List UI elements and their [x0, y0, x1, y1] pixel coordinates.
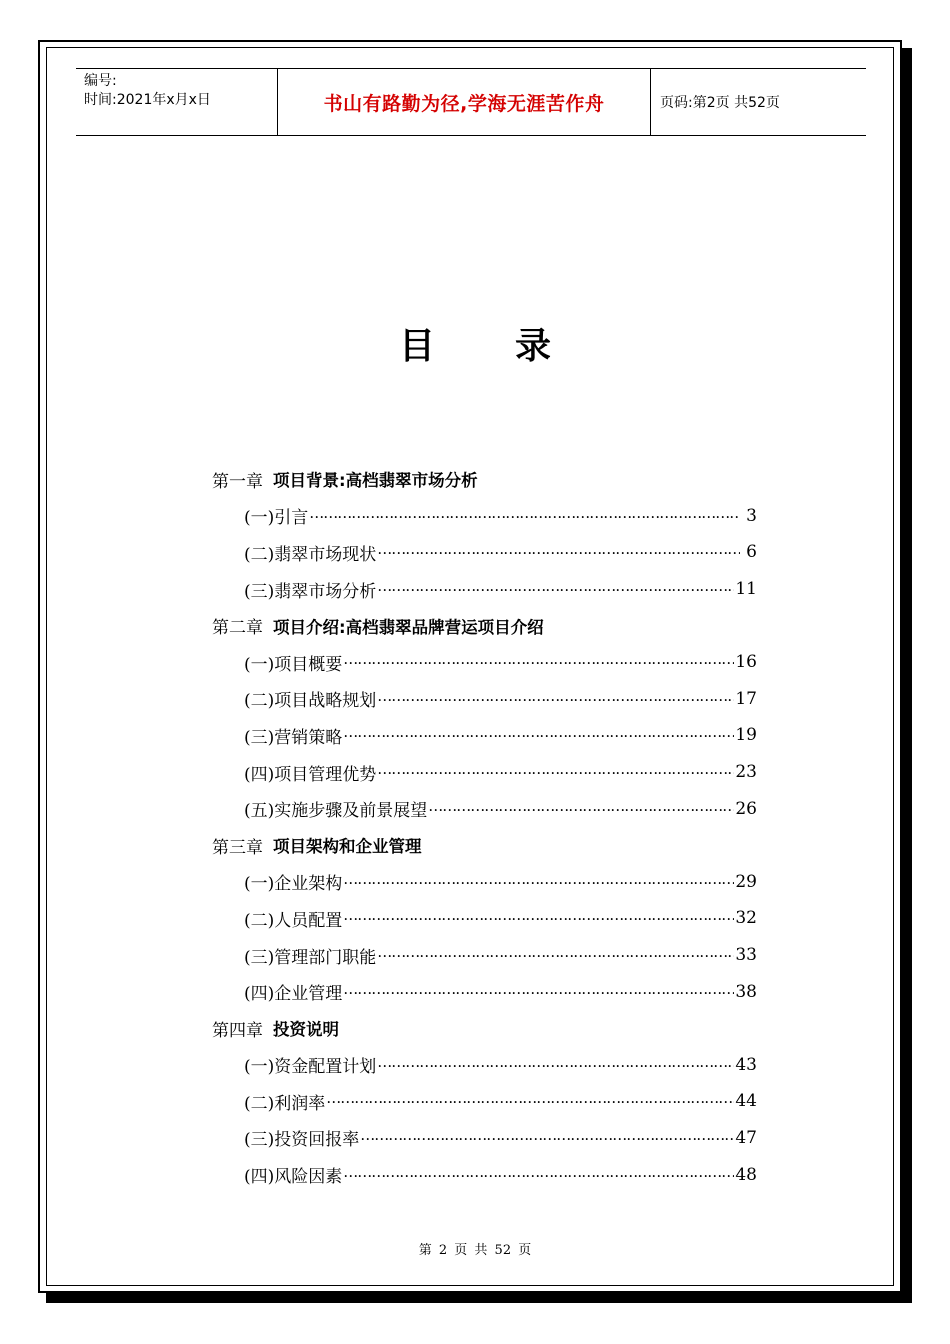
toc-entry-page: 47: [735, 1127, 757, 1148]
toc-entry-label: (三)投资回报率: [244, 1130, 360, 1151]
toc-entry[interactable]: [212, 534, 772, 571]
toc-entry-page: 26: [735, 798, 757, 819]
toc-entry-label: (五)实施步骤及前景展望: [244, 801, 428, 822]
toc-entry-label: (二)翡翠市场现状: [244, 544, 377, 565]
toc-entry[interactable]: [212, 1156, 772, 1193]
toc-entry[interactable]: [212, 498, 772, 535]
toc-entry-page: 11: [735, 579, 757, 600]
toc-chapter[interactable]: [212, 607, 772, 644]
toc-chapter-title: 投资说明: [273, 1020, 339, 1040]
toc-entry-page: 6: [746, 542, 757, 563]
toc-entry[interactable]: [212, 973, 772, 1010]
toc-entry[interactable]: [212, 1083, 772, 1120]
toc-entry-page: 33: [735, 945, 757, 966]
toc-entry-page: 16: [735, 652, 757, 673]
toc-entry[interactable]: [212, 644, 772, 681]
toc-dot-leader: [343, 908, 734, 928]
toc-entry-label: (二)项目战略规划: [244, 691, 377, 712]
toc-dot-leader: [377, 579, 734, 599]
toc-chapter[interactable]: [212, 461, 772, 498]
toc-chapter-number: 第三章: [212, 837, 263, 858]
toc-dot-leader: [377, 689, 734, 709]
toc-dot-leader: [343, 725, 734, 745]
page-header: [76, 68, 866, 136]
toc-entry-page: 43: [735, 1054, 757, 1075]
header-motto: 书山有路勤为径,学海无涯苦作舟: [278, 69, 651, 135]
toc-entry-page: 32: [735, 908, 757, 929]
toc-entry[interactable]: [212, 1120, 772, 1157]
toc-dot-leader: [343, 1165, 734, 1185]
toc-entry-label: (三)营销策略: [244, 727, 343, 748]
table-of-contents: [212, 461, 772, 1193]
toc-entry-page: 17: [735, 688, 757, 709]
toc-entry[interactable]: [212, 681, 772, 718]
toc-entry-page: 19: [735, 725, 757, 746]
toc-entry-label: (一)资金配置计划: [244, 1057, 377, 1078]
toc-entry-page: 29: [735, 871, 757, 892]
toc-dot-leader: [428, 799, 734, 819]
toc-dot-leader: [377, 542, 740, 562]
toc-entry-label: (一)引言: [244, 508, 309, 529]
page-footer: 第 2 页 共 52 页: [418, 1243, 532, 1258]
toc-entry[interactable]: [212, 937, 772, 974]
header-number: 编号:: [84, 73, 117, 89]
toc-entry-label: (一)企业架构: [244, 874, 343, 895]
toc-entry-label: (四)项目管理优势: [244, 764, 377, 785]
toc-entry-label: (四)风险因素: [244, 1167, 343, 1188]
toc-dot-leader: [377, 945, 734, 965]
toc-entry-page: 44: [735, 1091, 757, 1112]
toc-entry[interactable]: [212, 754, 772, 791]
toc-entry-page: 48: [735, 1164, 757, 1185]
toc-dot-leader: [343, 982, 734, 1002]
toc-entry[interactable]: [212, 790, 772, 827]
header-date: 时间:2021年x月x日: [84, 92, 211, 108]
toc-dot-leader: [343, 872, 734, 892]
toc-dot-leader: [360, 1128, 734, 1148]
header-meta: [76, 69, 278, 135]
toc-dot-leader: [343, 652, 734, 672]
toc-dot-leader: [326, 1091, 734, 1111]
toc-entry-page: 3: [746, 505, 757, 526]
toc-entry-label: (三)翡翠市场分析: [244, 581, 377, 602]
header-page-info: 页码:第2页 共52页: [660, 95, 780, 111]
toc-chapter[interactable]: [212, 1010, 772, 1047]
toc-chapter-number: 第一章: [212, 471, 263, 492]
toc-entry[interactable]: [212, 571, 772, 608]
toc-entry[interactable]: [212, 1047, 772, 1084]
toc-entry-label: (三)管理部门职能: [244, 947, 377, 968]
toc-entry-label: (二)人员配置: [244, 910, 343, 931]
toc-chapter-number: 第二章: [212, 618, 263, 639]
toc-entry[interactable]: [212, 717, 772, 754]
toc-chapter-title: 项目背景:高档翡翠市场分析: [273, 471, 478, 491]
toc-entry[interactable]: [212, 864, 772, 901]
toc-dot-leader: [377, 1055, 734, 1075]
toc-entry-label: (一)项目概要: [244, 654, 343, 675]
toc-entry-label: (四)企业管理: [244, 984, 343, 1005]
toc-entry-label: (二)利润率: [244, 1093, 326, 1114]
toc-chapter-title: 项目架构和企业管理: [273, 837, 422, 857]
toc-chapter-title: 项目介绍:高档翡翠品牌营运项目介绍: [273, 617, 544, 637]
toc-entry-page: 23: [735, 762, 757, 783]
toc-dot-leader: [309, 506, 740, 526]
toc-entry[interactable]: [212, 900, 772, 937]
toc-chapter[interactable]: [212, 827, 772, 864]
toc-chapter-number: 第四章: [212, 1020, 263, 1041]
toc-entry-page: 38: [735, 981, 757, 1002]
toc-dot-leader: [377, 762, 734, 782]
page-title: 目录: [398, 326, 631, 367]
